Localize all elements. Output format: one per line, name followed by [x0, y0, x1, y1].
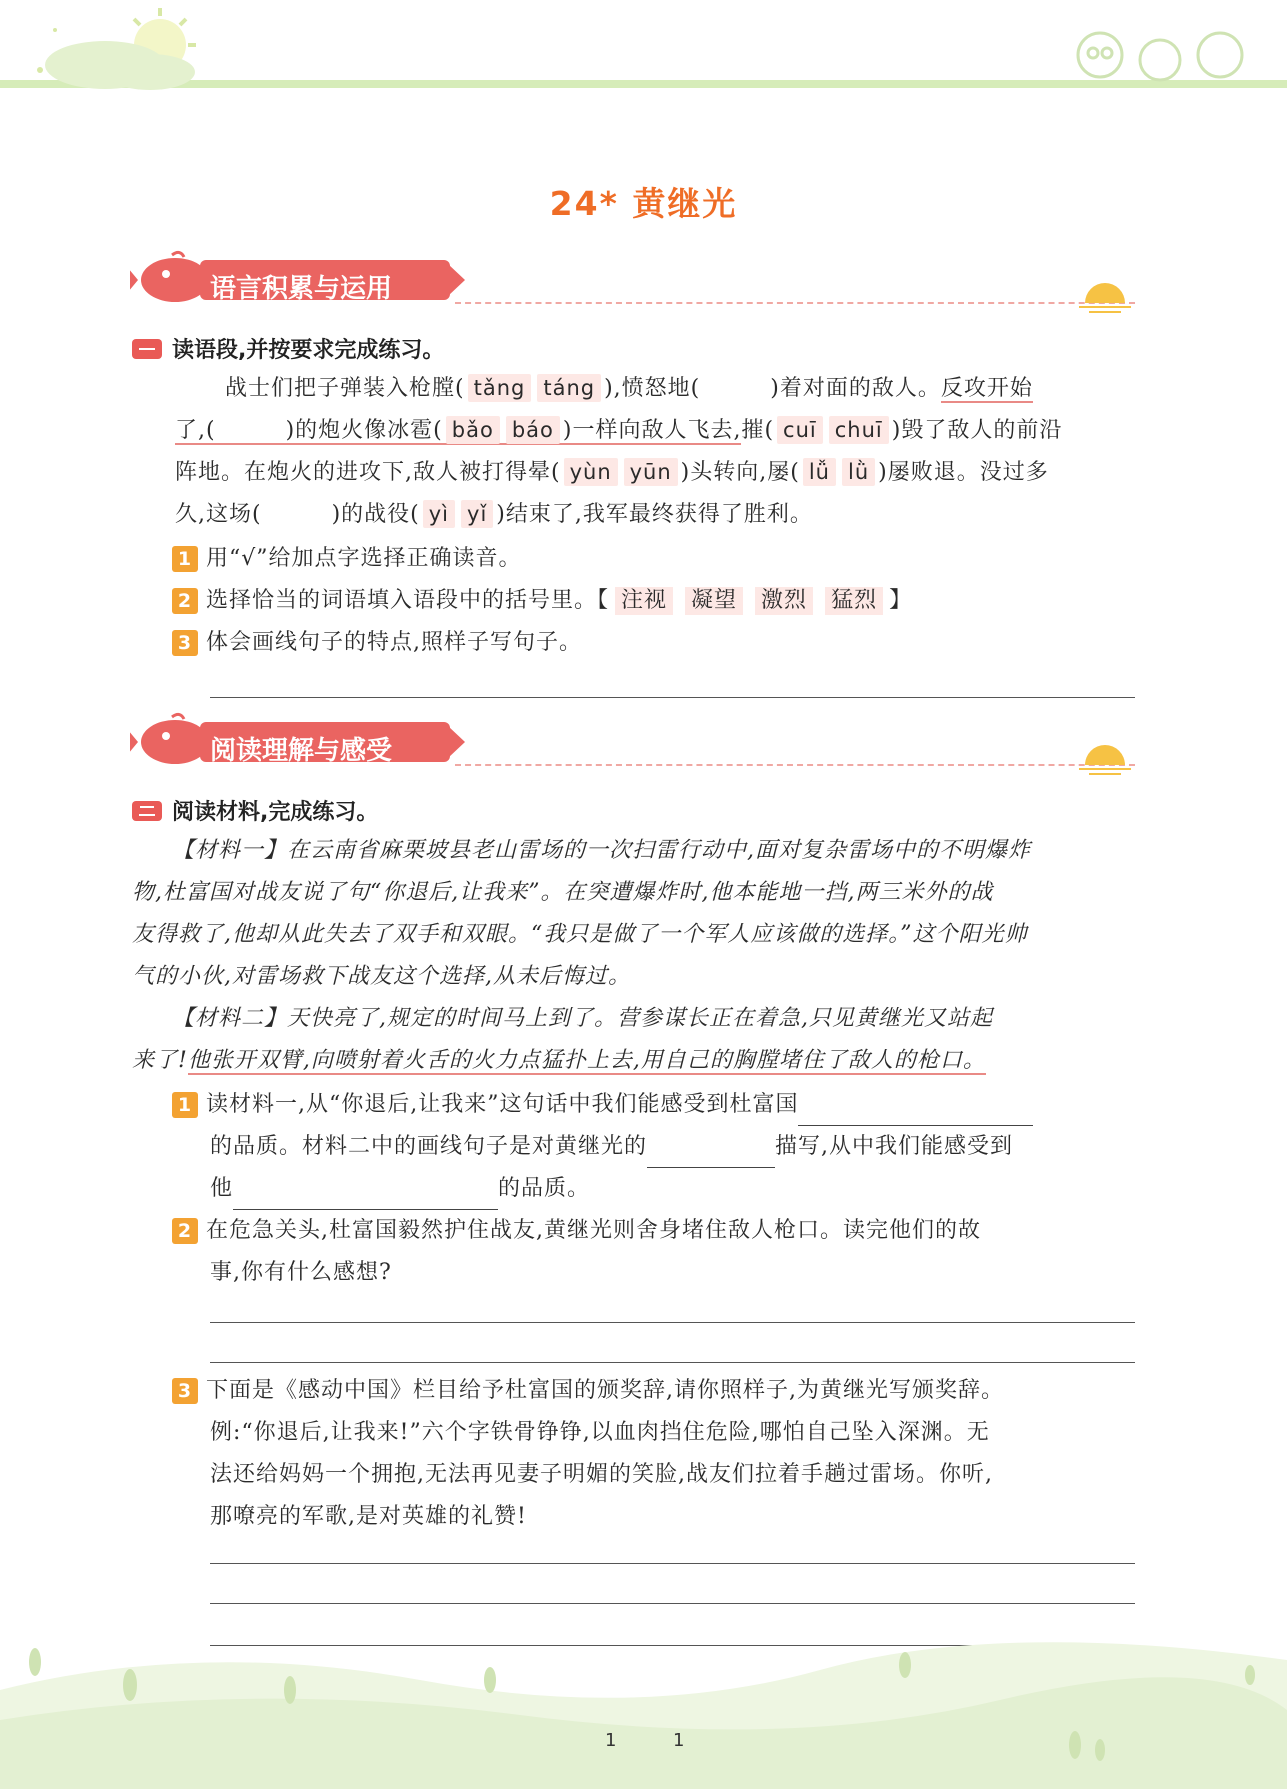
task-text: 选择恰当的词语填入语段中的括号里。【 [206, 588, 610, 613]
pinyin-option[interactable]: yùn [564, 458, 618, 486]
word-choice[interactable]: 激烈 [755, 587, 813, 615]
pinyin-option[interactable]: cuī [777, 416, 823, 444]
task-2: 2 选择恰当的词语填入语段中的括号里。【 注视 凝望 激烈 猛烈 】 [172, 580, 912, 622]
passage-line-1: 战士们把子弹装入枪膛( tǎng táng ),愤怒地( )着对面的敌人。反攻开始 [225, 376, 1033, 401]
material-one [132, 830, 1142, 998]
question-one-text: 读语段,并按要求完成练习。 [172, 338, 445, 363]
question-one-heading [132, 333, 444, 364]
passage-line-3: 阵地。在炮火的进攻下,敌人被打得晕( yùn yūn )头转向,屡( lǚ lǜ )屡败退。没过多 [175, 460, 1049, 485]
answer-line[interactable] [210, 1322, 1135, 1323]
underlined-sentence: 了,( )的炮火像冰雹( bǎo báo )一样向敌人飞去, [175, 418, 742, 443]
answer-blank[interactable] [798, 1099, 1033, 1126]
word-choice[interactable]: 凝望 [685, 587, 743, 615]
section-divider [455, 764, 1135, 766]
pinyin-option[interactable]: lǚ [803, 458, 836, 486]
answer-blank[interactable] [233, 1183, 498, 1210]
question-number-two-icon [132, 801, 162, 821]
section-title-reading: 阅读理解与感受 [210, 736, 393, 766]
word-choice[interactable]: 猛烈 [825, 587, 883, 615]
section-title-language: 语言积累与运用 [210, 274, 393, 304]
underlined-sentence: 他张开双臂,向喷射着火舌的火力点猛扑上去,用自己的胸膛堵住了敌人的枪口。 [187, 1048, 986, 1073]
pinyin-option[interactable]: yì [423, 500, 455, 528]
task-number-badge: 3 [172, 630, 198, 656]
reading-task-1: 1 读材料一,从“你退后,让我来”这句话中我们能感受到杜富国 的品质。材料二中的画线句子是对黄继光的 描写,从中我们能感受到 他 的品质。 [172, 1084, 1142, 1210]
pinyin-option[interactable]: yūn [624, 458, 678, 486]
pinyin-option[interactable]: yǐ [461, 500, 493, 528]
task-number-badge: 1 [172, 1092, 198, 1118]
task-text: 用“√”给加点字选择正确读音。 [206, 546, 522, 571]
task-number-badge: 1 [172, 546, 198, 572]
task-number-badge: 2 [172, 1218, 198, 1244]
task-1 [172, 538, 522, 580]
material-line: 来了!他张开双臂,向喷射着火舌的火力点猛扑上去,用自己的胸膛堵住了敌人的枪口。 [132, 1048, 986, 1073]
task-text: 体会画线句子的特点,照样子写句子。 [206, 630, 582, 655]
task-number-badge: 2 [172, 588, 198, 614]
passage-line-4: 久,这场( )的战役( yì yǐ )结束了,我军最终获得了胜利。 [175, 502, 813, 527]
page-title: 24* 黄继光 [549, 184, 738, 223]
question-number-one-icon [132, 339, 162, 359]
sunset-icon [1075, 275, 1135, 315]
underlined-sentence: 反攻开始 [940, 376, 1033, 401]
passage-line-2: 了,( )的炮火像冰雹( bǎo báo )一样向敌人飞去,摧( cuī chuī )毁了敌人的前沿 [175, 418, 1063, 443]
answer-blank[interactable] [647, 1141, 775, 1168]
sunset-icon [1075, 737, 1135, 777]
task-3 [172, 622, 582, 664]
material-two [132, 998, 1142, 1082]
question-two-text: 阅读材料,完成练习。 [172, 800, 379, 825]
pinyin-option[interactable]: chuī [829, 416, 889, 444]
pinyin-option[interactable]: táng [537, 374, 601, 402]
material-line: 【材料一】在云南省麻栗坡县老山雷场的一次扫雷行动中,面对复杂雷场中的不明爆炸 [172, 838, 1031, 863]
answer-line[interactable] [210, 697, 1135, 698]
pinyin-option[interactable]: tǎng [468, 374, 532, 402]
reading-task-3: 3 下面是《感动中国》栏目给予杜富国的颁奖辞,请你照样子,为黄继光写颁奖辞。 例:“你退后,让我来!”六个字铁骨铮铮,以血肉挡住危险,哪怕自己坠入深渊。无 法还给妈妈一个拥抱,无法再见妻子明媚的笑脸,战友们拉着手趟过雷场。你听, 那嘹亮的军歌,是对英雄的礼赞! [172, 1370, 1142, 1538]
material-line: 气的小伙,对雷场救下战友这个选择,从未后悔过。 [132, 964, 631, 989]
question-two-heading [132, 795, 378, 826]
page-number-left: 1 [605, 1730, 617, 1751]
section-divider [455, 302, 1135, 304]
word-choice[interactable]: 注视 [615, 587, 673, 615]
material-line: 【材料二】天快亮了,规定的时间马上到了。营参谋长正在着急,只见黄继光又站起 [172, 1006, 993, 1031]
pinyin-option[interactable]: bǎo [446, 416, 500, 444]
animal-faces-illustration [1060, 15, 1260, 85]
material-line: 友得救了,他却从此失去了双手和双眼。“我只是做了一个军人应该做的选择。”这个阳光帅 [132, 922, 1028, 947]
passage [175, 368, 1135, 536]
reading-task-2: 2 在危急关头,杜富国毅然护住战友,黄继光则舍身堵住敌人枪口。读完他们的故 事,你有什么感想? [172, 1210, 1142, 1294]
pinyin-option[interactable]: báo [506, 416, 560, 444]
task-number-badge: 3 [172, 1378, 198, 1404]
material-line: 物,杜富国对战友说了句“你退后,让我来”。在突遭爆炸时,他本能地一挡,两三米外的战 [132, 880, 994, 905]
sun-cloud-illustration [10, 0, 220, 100]
page-number-right: 1 [673, 1730, 685, 1751]
hills-illustration [0, 1600, 1287, 1789]
answer-line[interactable] [210, 1362, 1135, 1363]
pinyin-option[interactable]: lǜ [842, 458, 875, 486]
answer-line[interactable] [210, 1563, 1135, 1564]
